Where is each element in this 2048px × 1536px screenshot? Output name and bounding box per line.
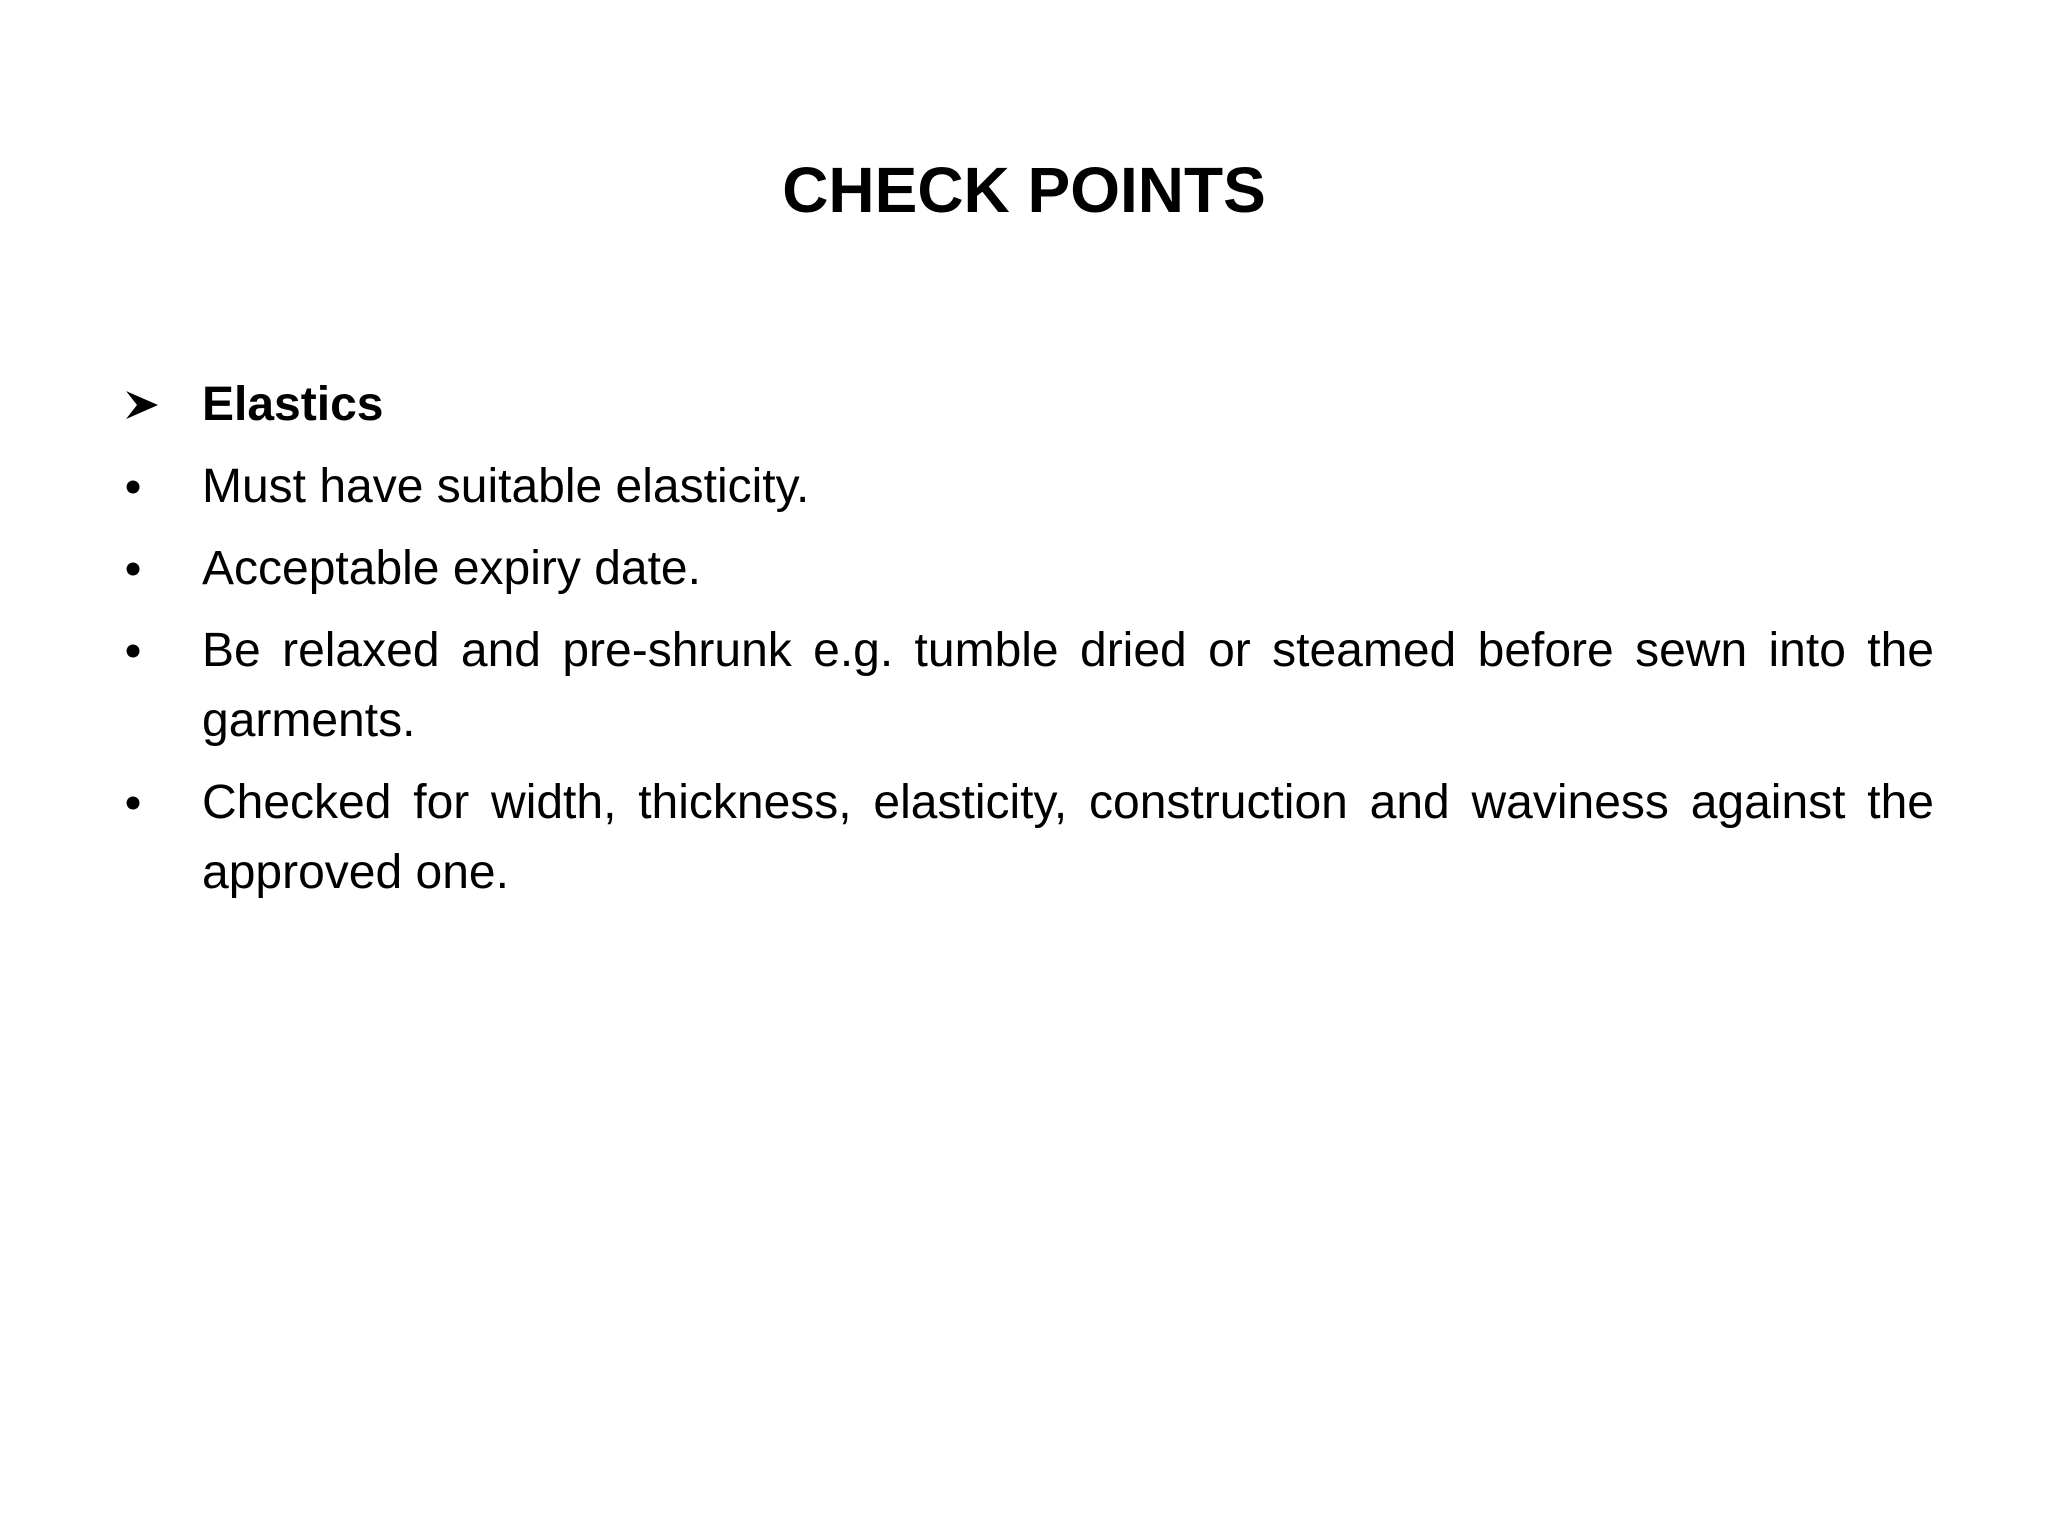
list-item [124,534,1934,604]
bullet-list [124,370,1934,908]
arrowhead-bullet-icon [124,370,184,440]
list-item [124,452,1934,522]
round-bullet-icon [124,534,184,604]
section-heading: Elastics [202,378,384,431]
list-item-text: Be relaxed and pre-shrunk e.g. tumble dried or steamed before sewn into the garments. [202,624,1934,747]
list-item-text: Acceptable expiry date. [202,542,701,595]
round-bullet-icon [124,452,184,522]
round-bullet-icon [124,768,184,838]
section-heading-row [124,370,1934,440]
list-item-text: Checked for width, thickness, elasticity, construction and waviness against the approved one. [202,776,1934,899]
round-bullet-icon [124,616,184,686]
list-item-text: Must have suitable elasticity. [202,460,810,513]
list-item [124,768,1934,908]
slide-title: CHECK POINTS [782,154,1266,226]
list-item [124,616,1934,756]
